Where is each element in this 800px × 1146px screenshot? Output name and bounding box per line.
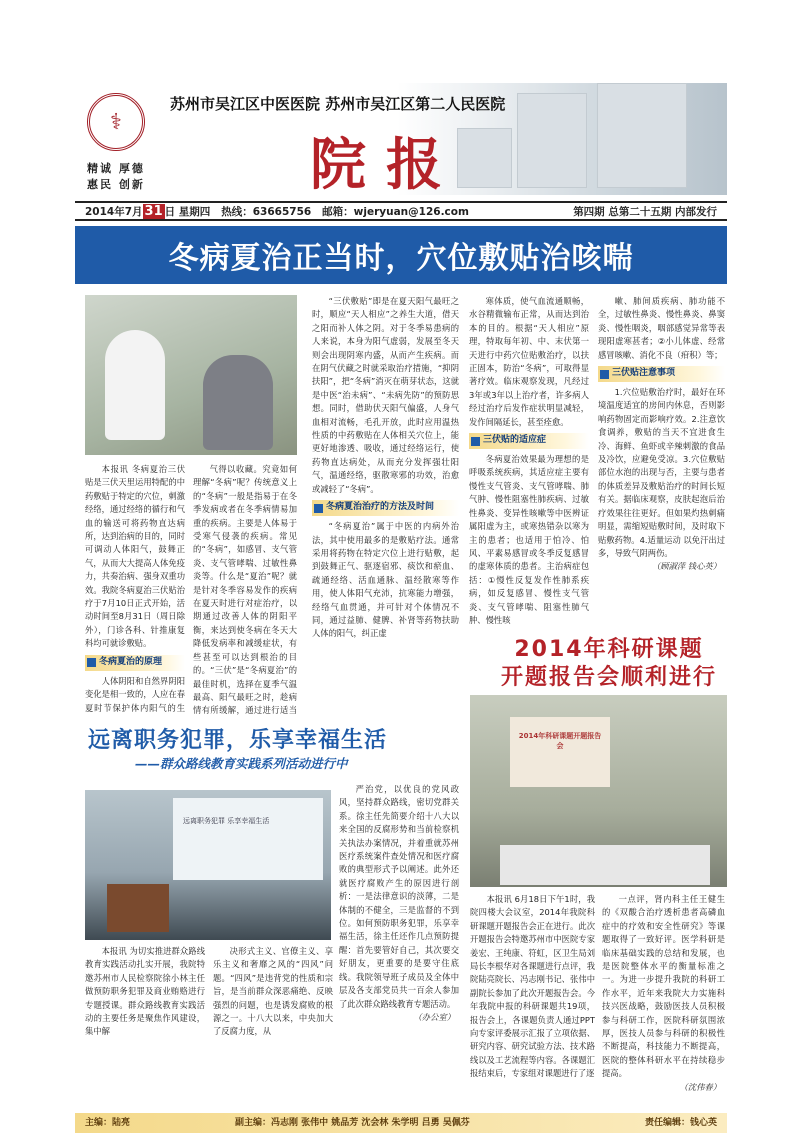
- article2-col3: 严治党，以优良的党风政风，坚持群众路线，密切党群关系。徐主任先简要介绍十八大以来全国的反腐形势和当前检察机关执法办案情况，并着重就苏州医疗系统案件查处情况和医疗腐败的典型形式予以阐述。此外还就医疗腐败产生的原因进行剖析：一是法律意识的淡薄，二是体制的不健全，三是监督的不到位。如何预防职务犯罪，乐享幸福生活，徐主任还作几点预防提醒：首先要管好自己，其次要交好朋友，更重要的是要守住底线。我院领导班子成员及全体中层及各支部党员共一百余人参加了此次群众路线教育专题活动。 （办公室）: [339, 783, 459, 1110]
- article3-col2: 一点评，肾内科主任王健生的《双酸合治疗透析患者高磷血症中的疗效和安全性研究》等课题取得了一致好评。医学科研是临床基础实践的总结和发展，也是医院整体水平的衡量标准之一。为进一步提升我院的科研工作水平，近年来我院大力实施科技兴医战略，鼓励医技人员积极参与科研工作，医院科研氛围浓厚，医技人员参与科研的积极性不断提高，科技能力不断提高，医院的整体科研水平在持续稳步提高。 （沈伟春）: [602, 893, 725, 1110]
- headline-banner: 冬病夏治正当时，穴位敷贴治咳喘: [75, 226, 727, 284]
- article2-col2: 决形式主义、官僚主义、享乐主义和奢靡之风的“四风”问题。“四风”是违背党的性质和宗旨，是当前群众深恶痛绝、反映强烈的问题，也是诱发腐败的根源之一。十八大以来，中央加大了反腐力度，从: [213, 946, 333, 1037]
- meeting-photo: [470, 695, 727, 887]
- article2-byline: （办公室）: [413, 1011, 455, 1022]
- article1-col4: 寒体质，使气血流通顺畅，水谷精微输布正常，从而达到治本的目的。根据“天人相应”原理，特取每年初、中、末伏第一天进行中药穴位贴敷治疗，以扶正固本，防治“冬病”，可取得显著疗效。临床观察发现，凡经过3年或3年以上治疗者，许多病人经过治疗后发作症状明显减轻，发作间隔延长，甚至痊愈。 三伏贴的适应症 冬病夏治效果最为理想的是呼吸系统疾病，其适应症主要有慢性支气管炎、支气管哮喘、肺气肿、慢性阻塞性肺疾病、过敏性鼻炎、变异性咳嗽等中医辨证属阳虚为主，或寒热错杂以寒为主的患者；也适用于怕冷、怕风、平素易感冒或冬季反复感冒的虚寒体质的患者。主治病症包括：①慢性反复发作性肺系疾病，如反复感冒、慢性支气管炎、支气管哮喘、阻塞性肺气肿、慢性咳: [469, 296, 589, 625]
- deputy-editors: 副主编：冯志刚 张伟中 姚品芳 沈会林 朱学明 吕勇 吴佩芬: [235, 1118, 470, 1128]
- subheading-principle: 冬病夏治的原理: [85, 655, 185, 671]
- email: 邮箱：wjeryuan@126.com: [322, 206, 469, 218]
- subheading-notes: 三伏贴注意事项: [598, 366, 725, 382]
- article1-col2: 气得以收藏。究竟如何理解“冬病”呢？传统意义上的“冬病”一般是指易于在冬季发病或者在冬季病情易加重的疾病。主要是人体易于受寒气侵袭的疾病。常见的“冬病”，如感冒、支气管炎、支气管哮喘、过敏性鼻炎等。什么是“夏治”呢？就是针对冬季容易发作的疾病在夏天时进行对症治疗，以期通过改善人体的阴阳平衡，来达到使冬病在冬天大降低发病率和减缓症状，有些甚至可以达到根治的目的。“三伏”是“冬病夏治”的最佳时机，选择在夏季气温最高、阳气最旺之时，趁病情有所缓解，通过进行适当: [193, 464, 297, 715]
- newspaper-page: [75, 83, 727, 1143]
- article3-title: 2014年科研课题 开题报告会顺利进行: [500, 637, 717, 690]
- article2-subtitle: ——群众路线教育实践系列活动进行中: [135, 756, 348, 771]
- hospital-names: 苏州市吴江区中医医院 苏州市吴江区第二人民医院: [170, 95, 506, 113]
- dateline: [75, 201, 727, 221]
- article2-col1: 本报讯 为切实推进群众路线教育实践活动扎实开展，我院特邀苏州市人民检察院徐小林主任做预防职务犯罪及商业贿赂进行专题授课。群众路线教育实践活动的主要任务是聚焦作风建设，集中解: [85, 946, 205, 1037]
- article2-title: 远离职务犯罪，乐享幸福生活: [88, 728, 388, 753]
- article1-col3: “三伏敷贴”即是在夏天阳气最旺之时，顺应“天人相应”之养生大道，借天之阳而补人体之阴。对于冬季易患病的人来说，本身为阳气虚弱，发展至冬天则会出现阴寒内盛，从而产生疾病。而在阴气伏藏之时就采取治疗措施，“抑阴扶阳”，把“冬病”消灭在萌芽状态，这就是中医“治未病”、“未病先防”的预防思想。同时，借助伏天阳气偏盛，人身气血相对流畅，毛孔开放，此时应用温热性质的中药敷贴在人体相关穴位上，能更好地渗透、吸收，通过经络运行，使药物直达病处，从而充分发挥强壮阳气，温通经络，驱散寒邪的功效，治愈或减轻了“冬病”。 冬病夏治治疗的方法及时间 “冬病夏治”属于中医的内病外治法，其中使用最多的是敷贴疗法。通常采用将药物在特定穴位上进行贴敷，起到鼓舞正气、驱逐宿邪、痰饮和瘀血、疏通经络、活血通脉、温经散寒等作用，使人体阳气充沛，抗寒能力增强，经络气血贯通，并可针对个体情况不同，通过益肺、健脾、补肾等药物扶助人体的阳气，纠正虚: [312, 296, 459, 639]
- newspaper-title: 院报: [310, 132, 462, 198]
- subheading-indications: 三伏贴的适应症: [469, 433, 589, 449]
- article3-col1: 本报讯 6月18日下午1时，我院四楼大会议室，2014年我院科研课题开题报告会正在进行。此次开题报告会特邀苏州市中医院专家姜宏、王纯康、符虹，区卫生局刘局长李根华对各课题进行点评，我院陆亮院长、冯志刚书记、张伟中副院长参加了此次开题报告会。今年我院申报的科研课题共19项，报告会上，各课题负责人通过PPT向专家评委展示汇报了立项依据、研究内容、研究试验方法、技术路线以及工艺流程等内容。各课题汇报结束后，专家组对课题进行了逐: [470, 894, 595, 1079]
- article1-byline: （顾淑萍 钱心英）: [651, 561, 721, 572]
- article1-col5: 嗽、肺间质疾病、肺功能不全，过敏性鼻炎、慢性鼻炎、鼻窦炎、慢性咽炎，咽部感觉异常等表现阳虚寒甚者；②小儿体虚、经常感冒咳嗽、消化不良（疳积）等； 三伏贴注意事项 1.穴位贴敷治疗时，最好在环境温度适宜的房间内休息，否则影响药物固定而影响疗效。2.注意饮食调养，敷贴的当天不宜进食生冷、海鲜、鱼虾或辛辣刺激的食品及冷饮，应避免受凉。3.穴位敷贴部位水泡的出现与否，主要与患者的体质差异及敷贴治疗的时间长短有关。据临床观察，皮肤起泡后治疗效果往往更好。但如果灼热刺痛明显，需缩短贴敷时间，及时取下贴敷药物。4.适量运动 以免汗出过多，导致气阴两伤。 （顾淑萍 钱心英）: [598, 295, 725, 630]
- projection-screen: 远离职务犯罪 乐享幸福生活: [173, 798, 323, 880]
- issue-info: 第四期 总第二十五期 内部发行: [573, 206, 717, 218]
- lecture-photo: [85, 790, 331, 940]
- date: 2014年7月 31 日 星期四: [85, 204, 211, 219]
- article1-col1: 本报讯 冬病夏治三伏贴是三伏天里运用特配的中药敷贴于特定的穴位，刺激经络，通过经络的循行和气血的输送可将药物直达病所，达到治病的目的，同时可调动人体阳气，鼓舞正气，从而大大提高人体免疫力，共奏治病、强身双重功效。我院冬病夏治三伏贴治疗于7月10日正式开始，活动时间至8月31日（周日除外），门诊各科、针推康复科均可就诊敷贴。 冬病夏治的原理 人体阴阳和自然界阴阳变化是相一致的，人应在春夏时节保护体内阳气的生: [85, 464, 185, 713]
- masthead: [75, 83, 727, 198]
- meeting-screen: 2014年科研课题开题报告会: [510, 717, 610, 787]
- acupoint-patch-photo: [85, 295, 297, 455]
- responsible-editor: 责任编辑：钱心英: [644, 1118, 717, 1128]
- hospital-logo: ⚕: [87, 93, 145, 151]
- chief-editor: 主编：陆亮: [85, 1118, 131, 1128]
- editorial-footer: [75, 1113, 727, 1133]
- motto: 精诚 厚德 惠民 创新: [87, 162, 145, 191]
- article3-byline: （沈伟春）: [679, 1081, 721, 1092]
- subheading-methods: 冬病夏治治疗的方法及时间: [312, 500, 459, 516]
- hotline: 热线：63665756: [221, 206, 312, 218]
